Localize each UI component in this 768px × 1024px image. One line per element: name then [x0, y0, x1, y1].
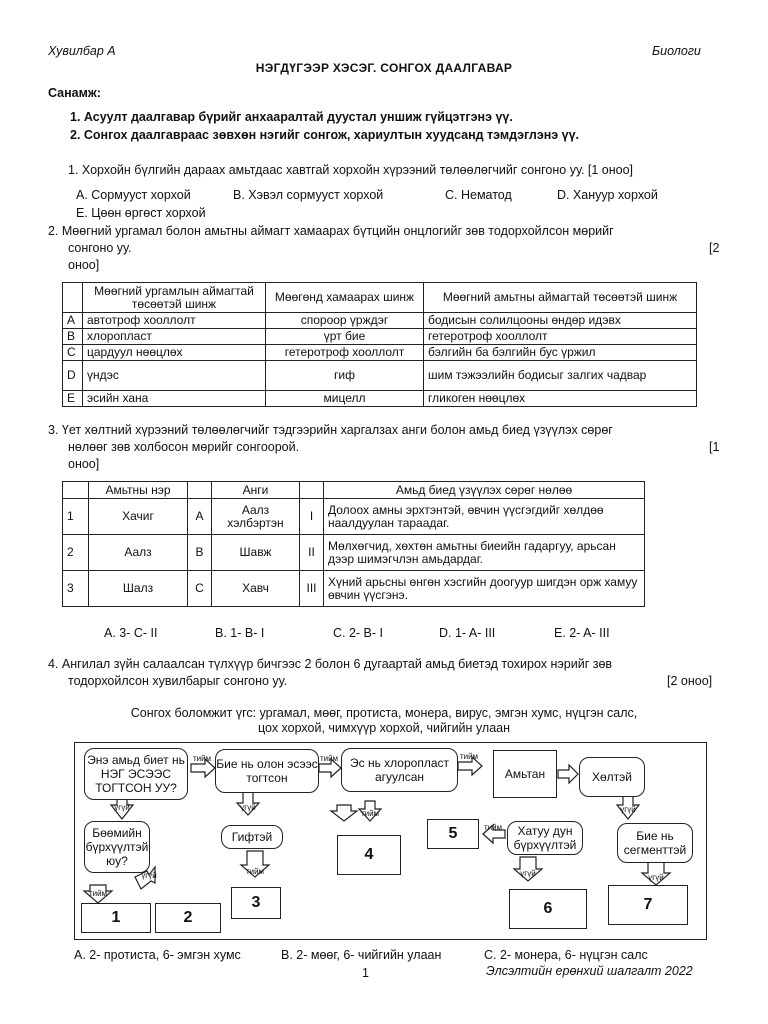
q3-effect-text: Хүний арьсны өнгөн хэсгийн доогуур шигдэн орж хамуу өвчин үүсгэнэ.: [324, 571, 645, 607]
q3-header-blank: [188, 482, 212, 499]
q-chloroplast-box: Эс нь хлоропласт агуулсан: [341, 748, 458, 792]
q2-table: [62, 282, 697, 407]
no-label: үгүй: [114, 803, 130, 812]
q1-option-d[interactable]: D. Хануур хорхой: [557, 188, 658, 202]
q2-cell: үрт бие: [266, 329, 424, 345]
q2-cell: гликоген нөөцлөх: [424, 391, 697, 407]
q3-class-name: Хавч: [212, 571, 300, 607]
q4-text-line2: тодорхойлсон хувилбарыг сонгоно уу.: [68, 674, 288, 688]
q3-header-blank: [300, 482, 324, 499]
q1-option-b[interactable]: B. Хэвэл сормууст хорхой: [233, 188, 384, 202]
q2-cell: бодисын солилцооны өндөр идэвх: [424, 313, 697, 329]
q2-cell: үндэс: [83, 361, 266, 391]
q3-effect-text: Долоох амны эрхтэнтэй, өвчин үүсгэгдийг хөлдөө наалдуулан тараадаг.: [324, 499, 645, 535]
yes-label: тийм: [88, 889, 108, 898]
yes-label: тийм: [459, 752, 479, 761]
q2-text-line1: 2. Мөөгний ургамал болон амьтны аймагт хамаарах бүтцийн онцлогийг зөв тодорхойлсон мөрийг: [48, 224, 614, 238]
q3-class-letter: B: [188, 535, 212, 571]
q2-cell: хлоропласт: [83, 329, 266, 345]
q1-option-e[interactable]: E. Цөөн өргөст хорхой: [76, 206, 206, 220]
q4-word-list-1: Сонгох боломжит үгс: ургамал, мөөг, протиста, монера, вирус, эмгэн хумс, нүцгэн салс,: [130, 706, 638, 720]
legged-box: Хөлтэй: [579, 757, 645, 797]
q3-header-name: Амьтны нэр: [89, 482, 188, 499]
q3-animal-name: Аалз: [89, 535, 188, 571]
q3-row-1: [63, 499, 645, 535]
yes-label: тийм: [245, 867, 265, 876]
no-label: үгүй: [648, 873, 664, 882]
q3-header-blank: [63, 482, 89, 499]
q2-cell: гиф: [266, 361, 424, 391]
q4-points: [2 оноо]: [667, 674, 713, 688]
q3-effect-roman: III: [300, 571, 324, 607]
note-item-2: 2. Сонгох даалгавраас зөвхөн нэгийг сонгож, хариултын хуудсанд тэмдэглэнэ үү.: [70, 128, 580, 142]
no-label: үгүй: [240, 803, 256, 812]
answer-box-4: 4: [337, 835, 401, 875]
arrow-right-icon: [558, 765, 578, 783]
q3-class-name: Аалз хэлбэртэн: [212, 499, 300, 535]
q1-option-c[interactable]: C. Нематод: [445, 188, 512, 202]
q3-effect-roman: I: [300, 499, 324, 535]
q2-points-a: [2: [709, 241, 720, 255]
q3-text-line1: 3. Үет хөлтний хүрээний төлөөлөгчийг тэдгээрийн харгалзах анги болон амьд биед үзүүлэх сөрөг: [48, 423, 613, 437]
animal-box: Амьтан: [493, 750, 557, 798]
yes-label: тийм: [483, 823, 503, 832]
q2-text-line2: сонгоно уу.: [68, 241, 132, 255]
q2-cell: шим тэжээлийн бодисыг залгих чадвар: [424, 361, 697, 391]
q2-cell: спороор үрждэг: [266, 313, 424, 329]
answer-box-3: 3: [231, 887, 281, 919]
q2-cell: эсийн хана: [83, 391, 266, 407]
q-multicellular-box: Бие нь олон эсээс тогтсон: [215, 749, 319, 793]
q2-header-blank: [63, 283, 83, 313]
q2-cell: автотроф хооллолт: [83, 313, 266, 329]
exam-name: Элсэлтийн ерөнхий шалгалт 2022: [486, 964, 693, 978]
q-single-cell-box: Энэ амьд биет нь НЭГ ЭСЭЭС ТОГТСОН УУ?: [84, 748, 188, 800]
q2-row-a[interactable]: [63, 313, 697, 329]
q3-text-line2: нөлөөг зөв холбосон мөрийг сонгоорой.: [68, 440, 300, 454]
q3-animal-name: Хачиг: [89, 499, 188, 535]
q3-option-a[interactable]: A. 3- C- II: [104, 626, 158, 640]
q3-row-num: 1: [63, 499, 89, 535]
q3-row-3: [63, 571, 645, 607]
segmented-box: Бие нь сегменттэй: [617, 823, 693, 863]
q4-option-b[interactable]: B. 2- мөөг, 6- чийгийн улаан: [281, 948, 442, 962]
answer-box-6: 6: [509, 889, 587, 929]
q3-class-letter: A: [188, 499, 212, 535]
q3-option-b[interactable]: B. 1- B- I: [215, 626, 265, 640]
q2-row-d[interactable]: [63, 361, 697, 391]
q3-option-e[interactable]: E. 2- A- III: [554, 626, 610, 640]
q2-cell: гетеротроф хооллолт: [424, 329, 697, 345]
q2-header-fungi: Мөөгөнд хамаарах шинж: [266, 283, 424, 313]
q3-class-letter: C: [188, 571, 212, 607]
q2-cell: бэлгийн ба бэлгийн бус үржил: [424, 345, 697, 361]
q3-points-b: оноо]: [68, 457, 100, 471]
q3-effect-text: Мөлхөгчид, хөхтөн амьтны биеийн гадаргуу, арьсан дээр шимэгчлэн амьдардаг.: [324, 535, 645, 571]
answer-box-2: 2: [155, 903, 221, 933]
q2-row-label: D: [63, 361, 83, 391]
q2-row-b[interactable]: [63, 329, 697, 345]
q1-text: 1. Хорхойн бүлгийн дараах амьтдаас хавтгай хорхойн хүрээний төлөөлөгчийг сонгоно уу. [1 оноо]: [68, 163, 634, 177]
no-label: үгүй: [520, 869, 536, 878]
q3-table-header: [63, 482, 645, 499]
no-label: үгүй: [141, 871, 157, 880]
q2-cell: цардуул нөөцлөх: [83, 345, 266, 361]
yes-label: тийм: [360, 809, 380, 818]
q2-header-plant: Мөөгний ургамлын аймагтай төсөөтэй шинж: [83, 283, 266, 313]
variant-label: Хувилбар А: [48, 44, 116, 58]
q3-row-num: 2: [63, 535, 89, 571]
subject-label: Биологи: [652, 44, 701, 58]
q2-row-label: B: [63, 329, 83, 345]
q4-word-list-2: цох хорхой, чимхүүр хорхой, чийгийн улаан: [258, 721, 510, 735]
q3-option-d[interactable]: D. 1- A- III: [439, 626, 496, 640]
dichotomous-key-diagram: [74, 742, 707, 940]
q4-option-a[interactable]: A. 2- протиста, 6- эмгэн хумс: [74, 948, 241, 962]
answer-box-1: 1: [81, 903, 151, 933]
q2-header-animal: Мөөгний амьтны аймагтай төсөөтэй шинж: [424, 283, 697, 313]
q3-header-class: Анги: [212, 482, 300, 499]
hyphae-box: Гифтэй: [221, 825, 283, 849]
q2-row-label: C: [63, 345, 83, 361]
section-title: НЭГДҮГЭЭР ХЭСЭГ. СОНГОХ ДААЛГАВАР: [255, 61, 513, 75]
q3-points-a: [1: [709, 440, 720, 454]
q1-option-a[interactable]: A. Сормууст хорхой: [76, 188, 191, 202]
q2-row-e[interactable]: [63, 391, 697, 407]
q3-animal-name: Шалз: [89, 571, 188, 607]
q4-option-c[interactable]: C. 2- монера, 6- нүцгэн салс: [484, 948, 648, 962]
q4-text-line1: 4. Ангилал зүйн салаалсан түлхүүр бичгээс 2 болон 6 дугаартай амьд биетэд тохирох нэрийг зөв: [48, 657, 613, 671]
page-number: 1: [362, 966, 369, 980]
q3-class-name: Шавж: [212, 535, 300, 571]
yes-label: тийм: [319, 754, 339, 763]
q2-cell: гетеротроф хооллолт: [266, 345, 424, 361]
no-label: үгүй: [620, 805, 636, 814]
q2-points-b: оноо]: [68, 258, 100, 272]
q3-option-c[interactable]: C. 2- B- I: [333, 626, 384, 640]
shell-box: Хатуу дун бүрхүүлтэй: [507, 821, 583, 855]
q2-cell: мицелл: [266, 391, 424, 407]
q3-header-effect: Амьд биед үзүүлэх сөрөг нөлөө: [324, 482, 645, 499]
answer-box-7: 7: [608, 885, 688, 925]
yes-label: тийм: [192, 754, 212, 763]
q2-row-label: A: [63, 313, 83, 329]
note-title: Санамж:: [48, 86, 101, 100]
q3-row-num: 3: [63, 571, 89, 607]
q2-table-header: [63, 283, 697, 313]
nucleus-box: Бөөмийн бүрхүүлтэй юу?: [84, 821, 150, 873]
q3-row-2: [63, 535, 645, 571]
note-item-1: 1. Асуулт даалгавар бүрийг анхааралтай дуустал уншиж гүйцэтгэнэ үү.: [70, 110, 513, 124]
q2-row-label: E: [63, 391, 83, 407]
answer-box-5: 5: [427, 819, 479, 849]
q3-table: [62, 481, 645, 607]
q3-effect-roman: II: [300, 535, 324, 571]
q2-row-c[interactable]: [63, 345, 697, 361]
